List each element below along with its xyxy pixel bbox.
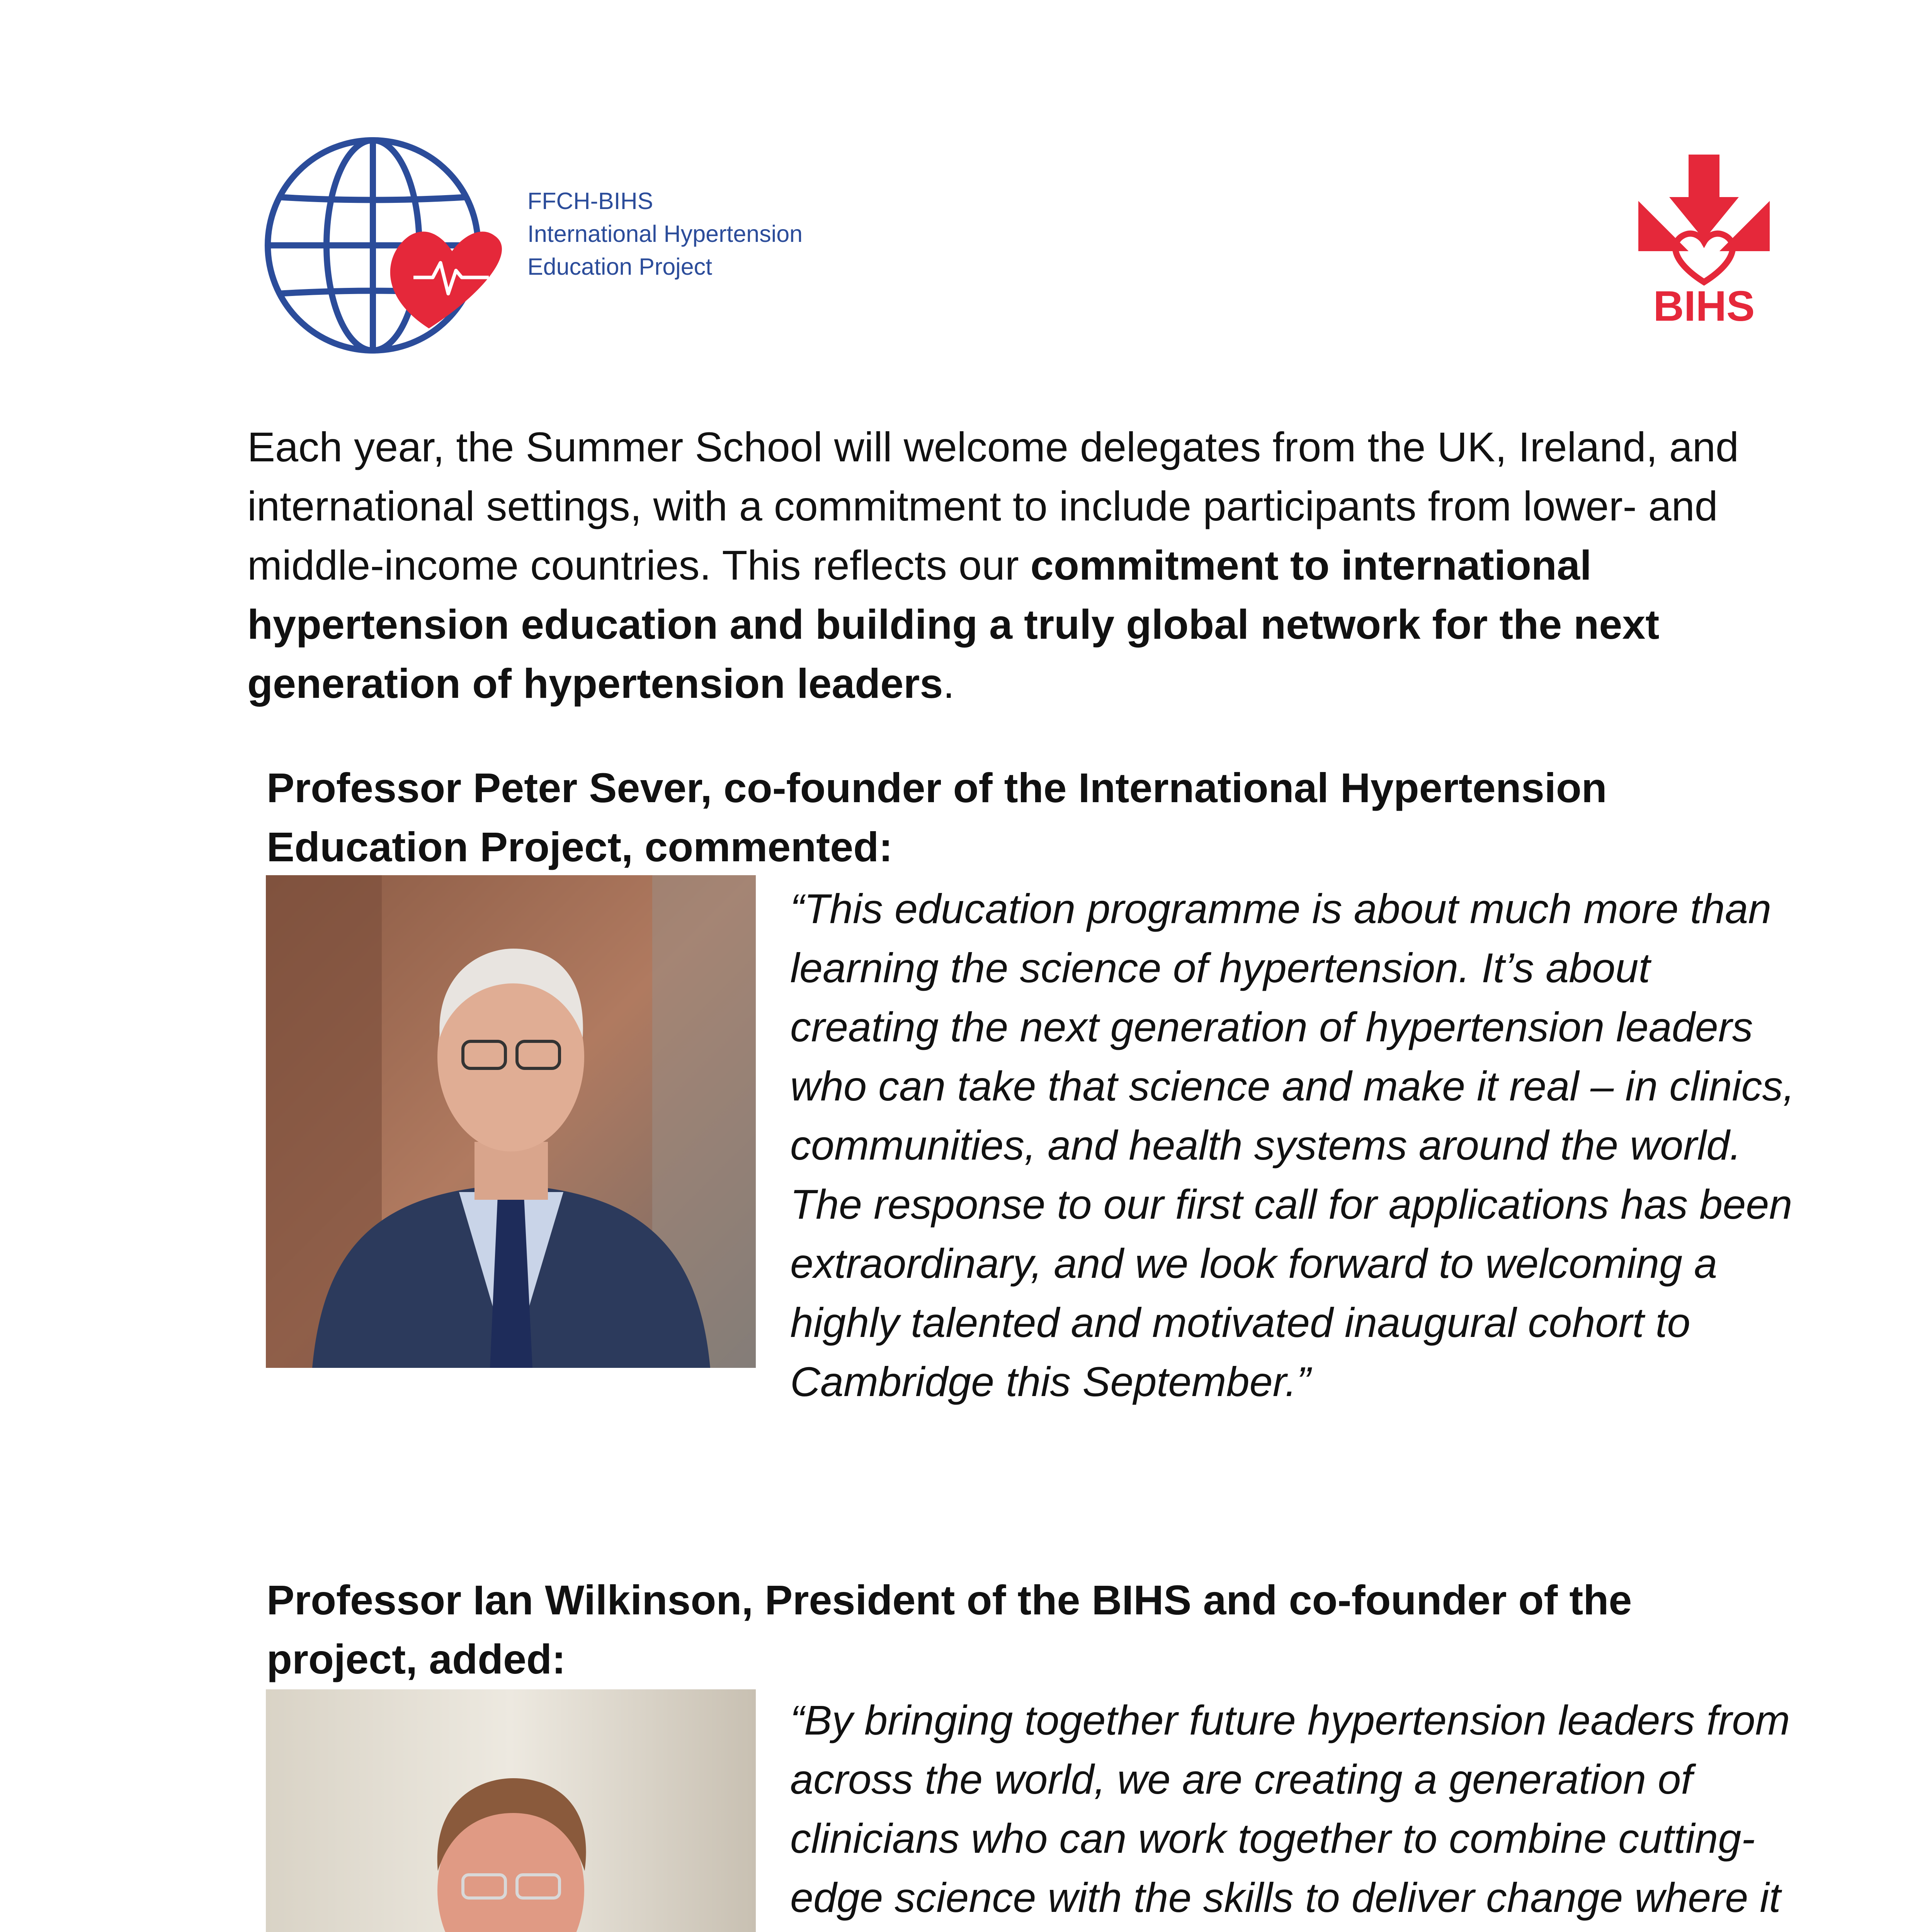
quote-sever: “This education programme is about much more than learning the science of hypertension. It’s about creating the next generation of hypertension leaders who can take that science and make it real – in clinics, communities, and health systems around the world. The response to our first call for applications has been extraordinary, and we look forward to welcoming a highly talented and motivated inaugural cohort to Cambridge this September.” <box>790 885 1795 1405</box>
logo-line: International Hypertension <box>527 221 803 247</box>
bihs-logo <box>1638 155 1770 325</box>
photo-peter-sever <box>266 875 756 1368</box>
speaker-heading-sever: Professor Peter Sever, co-founder of the International Hypertension Education Project, commented: <box>267 764 1607 870</box>
logo-line: Education Project <box>527 253 713 280</box>
speaker-heading-wilkinson: Professor Ian Wilkinson, President of the BIHS and co-founder of the project, added: <box>267 1577 1632 1682</box>
globe-heart-icon <box>263 135 510 355</box>
quote-wilkinson: “By bringing together future hypertension leaders from across the world, we are creating a generation of clinicians who can work together to combine cutting-edge science with the skills to deliver change where it <box>790 1697 1790 1921</box>
intro-text-end: . <box>943 660 955 707</box>
photo-ian-wilkinson <box>266 1689 756 1932</box>
arrow-heart-icon <box>1638 155 1770 325</box>
portrait-photo <box>266 1689 756 1932</box>
ffch-bihs-logo-text <box>527 185 875 283</box>
intro-paragraph <box>247 417 1812 713</box>
logo-line: FFCH-BIHS <box>527 188 653 214</box>
intro-bold-text: commitment to international hypertension education and building a truly global network for the next generation of hypertension leaders <box>247 542 1660 707</box>
intro-text: Each year, the Summer School will welcome delegates from the UK, Ireland, and international settings, with a commitment to include participants from lower- and middle-income countries. This reflects our <box>247 423 1739 588</box>
ffch-bihs-logo <box>263 135 510 355</box>
portrait-photo <box>266 875 756 1368</box>
bihs-logo-text: BIHS <box>1653 282 1755 325</box>
